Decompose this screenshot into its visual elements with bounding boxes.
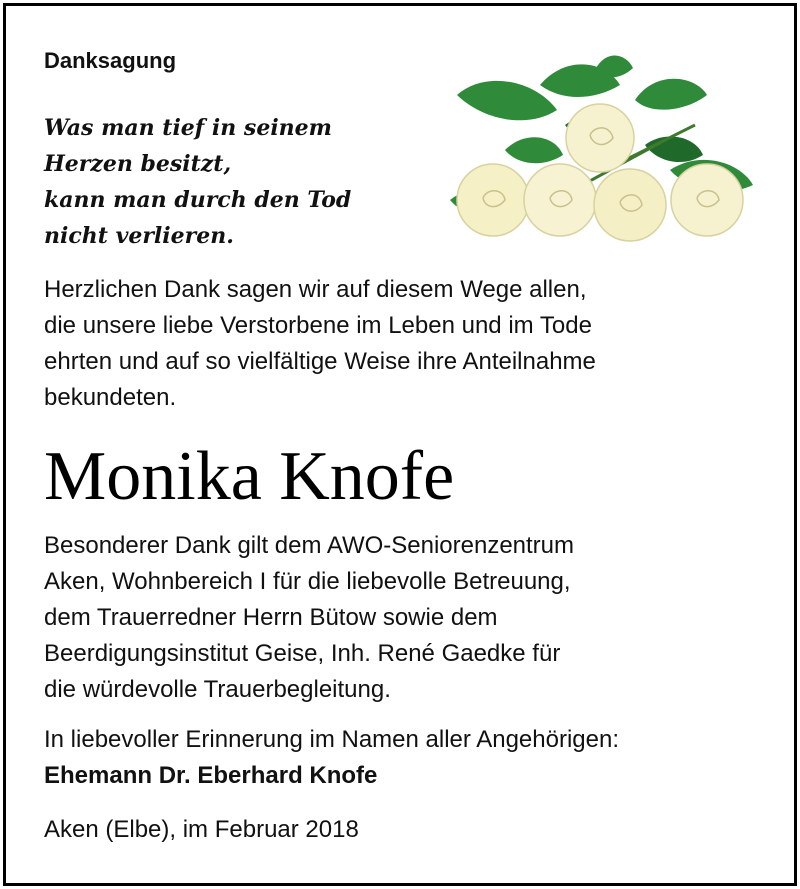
remembrance-line: In liebevoller Erinnerung im Namen aller Angehörigen: (44, 726, 619, 753)
special-thanks-line: Beerdigungsinstitut Geise, Inh. René Gaedke für (44, 640, 561, 667)
thanks-paragraph (44, 272, 596, 416)
special-thanks-line: dem Trauerredner Herrn Bütow sowie dem (44, 604, 498, 631)
quote-line: Herzen besitzt, (44, 151, 232, 177)
quote-line: nicht verlieren. (44, 223, 234, 249)
special-thanks-line: Besonderer Dank gilt dem AWO-Seniorenzentrum (44, 532, 575, 559)
special-thanks-paragraph (44, 528, 574, 708)
thanks-line: Herzlichen Dank sagen wir auf diesem Wege allen, (44, 276, 587, 303)
signer-name: Ehemann Dr. Eberhard Knofe (44, 762, 378, 789)
quote-block (44, 110, 351, 254)
heading: Danksagung (44, 48, 177, 73)
thanks-line: die unsere liebe Verstorbene im Leben und im Tode (44, 312, 592, 339)
place-date (44, 812, 359, 848)
quote-line: kann man durch den Tod (44, 187, 352, 213)
white-roses-image (445, 50, 765, 245)
remembrance-block (44, 722, 619, 794)
deceased-name: Monika Knofe (44, 438, 455, 515)
thanks-line: bekundeten. (44, 384, 177, 411)
quote-line: Was man tief in seinem (44, 115, 332, 141)
thanks-line: ehrten und auf so vielfältige Weise ihre Anteilnahme (44, 348, 596, 375)
place-date-line: Aken (Elbe), im Februar 2018 (44, 816, 359, 843)
special-thanks-line: Aken, Wohnbereich I für die liebevolle Betreuung, (44, 568, 571, 595)
special-thanks-line: die würdevolle Trauerbegleitung. (44, 676, 391, 703)
